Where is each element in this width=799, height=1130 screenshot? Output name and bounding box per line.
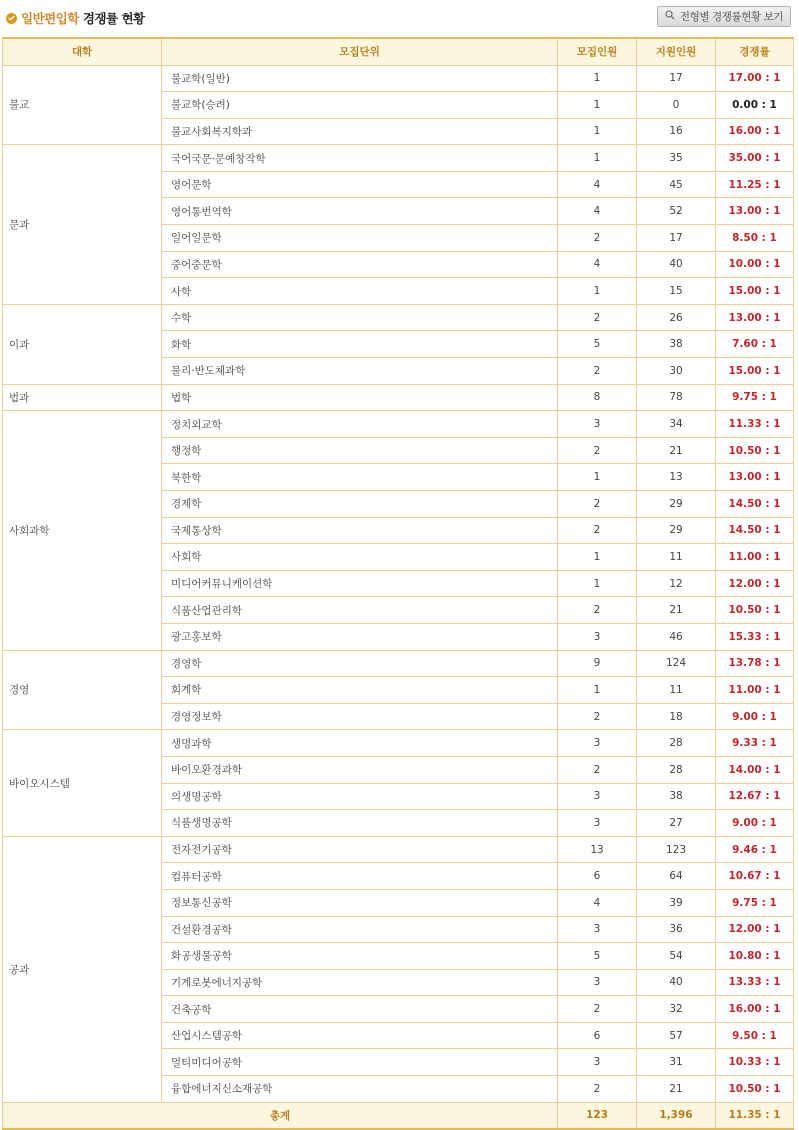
unit-cell: 융합에너지신소재공학 <box>162 1076 558 1103</box>
applicants-cell: 39 <box>637 889 716 916</box>
rate-cell: 7.60 : 1 <box>716 331 794 358</box>
unit-cell: 불교학(승려) <box>162 92 558 119</box>
unit-cell: 경영정보학 <box>162 703 558 730</box>
unit-cell: 의생명공학 <box>162 783 558 810</box>
table-row <box>3 730 794 757</box>
check-circle-icon <box>6 13 17 24</box>
unit-cell: 영어문학 <box>162 171 558 198</box>
view-by-type-button[interactable] <box>657 6 791 27</box>
applicants-cell: 29 <box>637 491 716 518</box>
quota-cell: 3 <box>558 916 637 943</box>
quota-cell: 8 <box>558 384 637 411</box>
college-cell: 불교 <box>3 65 162 145</box>
applicants-cell: 17 <box>637 225 716 252</box>
quota-cell: 2 <box>558 517 637 544</box>
rate-cell: 11.00 : 1 <box>716 544 794 571</box>
applicants-cell: 32 <box>637 996 716 1023</box>
quota-cell: 2 <box>558 491 637 518</box>
unit-cell: 일어일문학 <box>162 225 558 252</box>
quota-cell: 2 <box>558 225 637 252</box>
rate-cell: 10.33 : 1 <box>716 1049 794 1076</box>
college-cell: 공과 <box>3 836 162 1102</box>
applicants-cell: 12 <box>637 570 716 597</box>
unit-cell: 정치외교학 <box>162 411 558 438</box>
quota-cell: 4 <box>558 198 637 225</box>
applicants-cell: 13 <box>637 464 716 491</box>
applicants-cell: 29 <box>637 517 716 544</box>
quota-cell: 2 <box>558 437 637 464</box>
table-row <box>3 650 794 677</box>
quota-cell: 1 <box>558 544 637 571</box>
college-cell: 법과 <box>3 384 162 411</box>
total-label: 총계 <box>3 1102 558 1129</box>
unit-cell: 수학 <box>162 304 558 331</box>
rate-cell: 9.00 : 1 <box>716 703 794 730</box>
competition-table-wrapper <box>2 37 793 1130</box>
unit-cell: 사회학 <box>162 544 558 571</box>
rate-cell: 15.00 : 1 <box>716 278 794 305</box>
unit-cell: 불교사회복지학과 <box>162 118 558 145</box>
applicants-cell: 30 <box>637 358 716 385</box>
applicants-cell: 46 <box>637 623 716 650</box>
rate-cell: 14.50 : 1 <box>716 517 794 544</box>
college-cell: 이과 <box>3 304 162 384</box>
unit-cell: 법학 <box>162 384 558 411</box>
rate-cell: 9.75 : 1 <box>716 384 794 411</box>
applicants-cell: 21 <box>637 1076 716 1103</box>
applicants-cell: 52 <box>637 198 716 225</box>
section-title <box>6 9 145 27</box>
applicants-cell: 34 <box>637 411 716 438</box>
rate-cell: 8.50 : 1 <box>716 225 794 252</box>
rate-cell: 9.50 : 1 <box>716 1022 794 1049</box>
column-header: 모집단위 <box>162 38 558 65</box>
applicants-cell: 17 <box>637 65 716 92</box>
unit-cell: 불교학(일반) <box>162 65 558 92</box>
table-row <box>3 65 794 92</box>
rate-cell: 0.00 : 1 <box>716 92 794 119</box>
quota-cell: 3 <box>558 1049 637 1076</box>
applicants-cell: 36 <box>637 916 716 943</box>
applicants-cell: 11 <box>637 677 716 704</box>
rate-cell: 35.00 : 1 <box>716 145 794 172</box>
quota-cell: 2 <box>558 597 637 624</box>
rate-cell: 10.50 : 1 <box>716 437 794 464</box>
unit-cell: 정보통신공학 <box>162 889 558 916</box>
applicants-cell: 16 <box>637 118 716 145</box>
unit-cell: 멀티미디어공학 <box>162 1049 558 1076</box>
quota-cell: 3 <box>558 783 637 810</box>
rate-cell: 15.33 : 1 <box>716 623 794 650</box>
applicants-cell: 21 <box>637 597 716 624</box>
quota-cell: 3 <box>558 730 637 757</box>
rate-cell: 10.00 : 1 <box>716 251 794 278</box>
applicants-cell: 21 <box>637 437 716 464</box>
column-header: 경쟁률 <box>716 38 794 65</box>
applicants-cell: 57 <box>637 1022 716 1049</box>
unit-cell: 행정학 <box>162 437 558 464</box>
rate-cell: 11.33 : 1 <box>716 411 794 438</box>
table-row <box>3 145 794 172</box>
table-header-row <box>3 38 794 65</box>
column-header: 지원인원 <box>637 38 716 65</box>
rate-cell: 13.78 : 1 <box>716 650 794 677</box>
column-header: 대학 <box>3 38 162 65</box>
quota-cell: 5 <box>558 331 637 358</box>
column-header: 모집인원 <box>558 38 637 65</box>
quota-cell: 2 <box>558 304 637 331</box>
page-header <box>0 0 799 36</box>
college-cell: 바이오시스템 <box>3 730 162 836</box>
unit-cell: 경영학 <box>162 650 558 677</box>
unit-cell: 사학 <box>162 278 558 305</box>
table-body <box>3 65 794 1102</box>
unit-cell: 식품산업관리학 <box>162 597 558 624</box>
unit-cell: 전자전기공학 <box>162 836 558 863</box>
rate-cell: 9.75 : 1 <box>716 889 794 916</box>
quota-cell: 2 <box>558 1076 637 1103</box>
applicants-cell: 28 <box>637 730 716 757</box>
unit-cell: 미디어커뮤니케이션학 <box>162 570 558 597</box>
applicants-cell: 78 <box>637 384 716 411</box>
college-cell: 사회과학 <box>3 411 162 650</box>
applicants-cell: 124 <box>637 650 716 677</box>
quota-cell: 3 <box>558 623 637 650</box>
college-cell: 문과 <box>3 145 162 305</box>
total-rate: 11.35 : 1 <box>716 1102 794 1129</box>
applicants-cell: 0 <box>637 92 716 119</box>
unit-cell: 광고홍보학 <box>162 623 558 650</box>
quota-cell: 1 <box>558 65 637 92</box>
rate-cell: 10.80 : 1 <box>716 943 794 970</box>
quota-cell: 3 <box>558 969 637 996</box>
unit-cell: 생명과학 <box>162 730 558 757</box>
unit-cell: 컴퓨터공학 <box>162 863 558 890</box>
applicants-cell: 38 <box>637 331 716 358</box>
rate-cell: 15.00 : 1 <box>716 358 794 385</box>
unit-cell: 영어통번역학 <box>162 198 558 225</box>
applicants-cell: 64 <box>637 863 716 890</box>
rate-cell: 17.00 : 1 <box>716 65 794 92</box>
unit-cell: 화공생물공학 <box>162 943 558 970</box>
rate-cell: 10.50 : 1 <box>716 597 794 624</box>
applicants-cell: 18 <box>637 703 716 730</box>
rate-cell: 9.46 : 1 <box>716 836 794 863</box>
applicants-cell: 35 <box>637 145 716 172</box>
rate-cell: 16.00 : 1 <box>716 118 794 145</box>
applicants-cell: 40 <box>637 969 716 996</box>
college-cell: 경영 <box>3 650 162 730</box>
quota-cell: 13 <box>558 836 637 863</box>
rate-cell: 14.00 : 1 <box>716 756 794 783</box>
unit-cell: 산업시스템공학 <box>162 1022 558 1049</box>
unit-cell: 물리·반도체과학 <box>162 358 558 385</box>
quota-cell: 2 <box>558 996 637 1023</box>
rate-cell: 13.00 : 1 <box>716 198 794 225</box>
title-text: 경쟁률 현황 <box>82 11 145 26</box>
applicants-cell: 123 <box>637 836 716 863</box>
search-icon <box>665 10 675 23</box>
unit-cell: 경제학 <box>162 491 558 518</box>
unit-cell: 북한학 <box>162 464 558 491</box>
quota-cell: 4 <box>558 889 637 916</box>
rate-cell: 12.00 : 1 <box>716 916 794 943</box>
rate-cell: 11.25 : 1 <box>716 171 794 198</box>
quota-cell: 4 <box>558 171 637 198</box>
unit-cell: 회계학 <box>162 677 558 704</box>
applicants-cell: 31 <box>637 1049 716 1076</box>
rate-cell: 13.00 : 1 <box>716 304 794 331</box>
quota-cell: 4 <box>558 251 637 278</box>
quota-cell: 1 <box>558 677 637 704</box>
applicants-cell: 27 <box>637 810 716 837</box>
rate-cell: 14.50 : 1 <box>716 491 794 518</box>
quota-cell: 3 <box>558 810 637 837</box>
applicants-cell: 11 <box>637 544 716 571</box>
quota-cell: 6 <box>558 1022 637 1049</box>
unit-cell: 국제통상학 <box>162 517 558 544</box>
table-row <box>3 411 794 438</box>
applicants-cell: 40 <box>637 251 716 278</box>
total-quota: 123 <box>558 1102 637 1129</box>
quota-cell: 5 <box>558 943 637 970</box>
unit-cell: 바이오환경과학 <box>162 756 558 783</box>
unit-cell: 기계로봇에너지공학 <box>162 969 558 996</box>
applicants-cell: 45 <box>637 171 716 198</box>
rate-cell: 16.00 : 1 <box>716 996 794 1023</box>
title-accent: 일반편입학 <box>21 11 79 26</box>
quota-cell: 3 <box>558 411 637 438</box>
table-row <box>3 304 794 331</box>
applicants-cell: 38 <box>637 783 716 810</box>
unit-cell: 건설환경공학 <box>162 916 558 943</box>
quota-cell: 1 <box>558 118 637 145</box>
unit-cell: 식품생명공학 <box>162 810 558 837</box>
unit-cell: 국어국문·문예창작학 <box>162 145 558 172</box>
rate-cell: 12.00 : 1 <box>716 570 794 597</box>
quota-cell: 9 <box>558 650 637 677</box>
quota-cell: 1 <box>558 464 637 491</box>
table-row <box>3 836 794 863</box>
total-row <box>3 1102 794 1129</box>
table-row <box>3 384 794 411</box>
unit-cell: 건축공학 <box>162 996 558 1023</box>
applicants-cell: 54 <box>637 943 716 970</box>
quota-cell: 1 <box>558 278 637 305</box>
rate-cell: 10.67 : 1 <box>716 863 794 890</box>
competition-table <box>2 37 794 1130</box>
view-button-label: 전형별 경쟁률현황 보기 <box>679 11 784 23</box>
quota-cell: 1 <box>558 92 637 119</box>
unit-cell: 화학 <box>162 331 558 358</box>
unit-cell: 중어중문학 <box>162 251 558 278</box>
quota-cell: 1 <box>558 570 637 597</box>
rate-cell: 9.33 : 1 <box>716 730 794 757</box>
rate-cell: 12.67 : 1 <box>716 783 794 810</box>
quota-cell: 2 <box>558 756 637 783</box>
applicants-cell: 28 <box>637 756 716 783</box>
rate-cell: 9.00 : 1 <box>716 810 794 837</box>
total-applicants: 1,396 <box>637 1102 716 1129</box>
rate-cell: 11.00 : 1 <box>716 677 794 704</box>
rate-cell: 13.00 : 1 <box>716 464 794 491</box>
quota-cell: 2 <box>558 703 637 730</box>
quota-cell: 6 <box>558 863 637 890</box>
rate-cell: 10.50 : 1 <box>716 1076 794 1103</box>
rate-cell: 13.33 : 1 <box>716 969 794 996</box>
quota-cell: 1 <box>558 145 637 172</box>
applicants-cell: 26 <box>637 304 716 331</box>
quota-cell: 2 <box>558 358 637 385</box>
applicants-cell: 15 <box>637 278 716 305</box>
